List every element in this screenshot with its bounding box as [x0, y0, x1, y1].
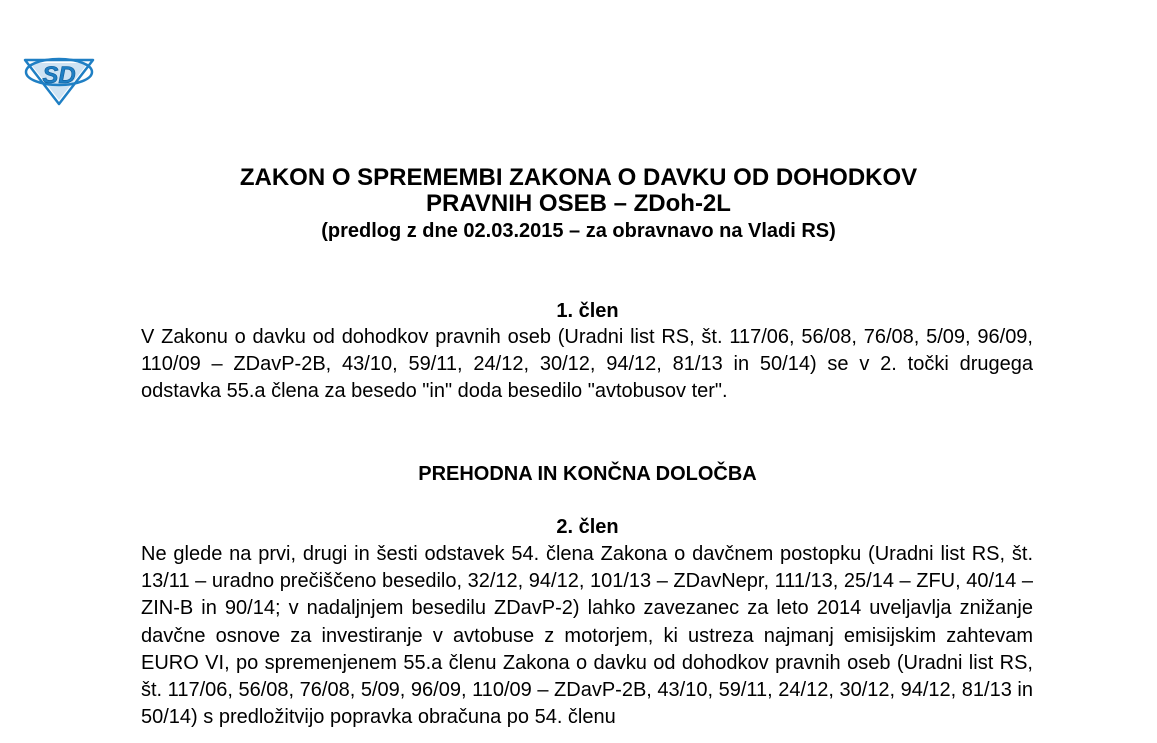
sd-logo-icon [22, 50, 96, 106]
document-title-line-1: ZAKON O SPREMEMBI ZAKONA O DAVKU OD DOHODKOV [239, 164, 918, 191]
article-1-paragraph: V Zakonu o davku od dohodkov pravnih oseb (Uradni list RS, št. 117/06, 56/08, 76/08, 5/09, 96/09, 110/09 – ZDavP-2B, 43/10, 59/11, 24/12, 30/12, 94/12, 81/13 in 50/14) se v 2. točki drugega odstavka 55.a člena za besedo "in" doda besedilo "avtobusov ter". [141, 326, 1033, 403]
section-heading: PREHODNA IN KONČNA DOLOČBA [418, 463, 757, 485]
article-2-paragraph: Ne glede na prvi, drugi in šesti odstavek 54. člena Zakona o davčnem postopku (Uradni list RS, št. 13/11 – uradno prečiščeno besedilo, 32/12, 94/12, 101/13 – ZDavNepr, 111/13, 25/14 – ZFU, 40/14 – ZIN-B in 90/14; v nadaljnjem besedilu ZDavP-2) lahko zavezanec za leto 2014 uveljavlja znižanje davčne osnove za investiranje v avtobuse z motorjem, ki ustreza najmanj emisijskim zahtevam EURO VI, po spremenjenem 55.a členu Zakona o davku od dohodkov pravnih oseb (Uradni list RS, št. 117/06, 56/08, 76/08, 5/09, 96/09, 110/09 – ZDavP-2B, 43/10, 59/11, 24/12, 30/12, 94/12, 81/13 in 50/14) s predložitvijo popravka obračuna po 54. členu [141, 543, 1033, 729]
article-1-heading: 1. člen [556, 300, 619, 322]
document-subtitle: (predlog z dne 02.03.2015 – za obravnavo na Vladi RS) [321, 220, 836, 242]
sd-logo-letters: SD [42, 62, 76, 89]
document-title-line-2: PRAVNIH OSEB – ZDoh-2L [426, 190, 731, 217]
article-2-heading: 2. člen [556, 516, 619, 538]
